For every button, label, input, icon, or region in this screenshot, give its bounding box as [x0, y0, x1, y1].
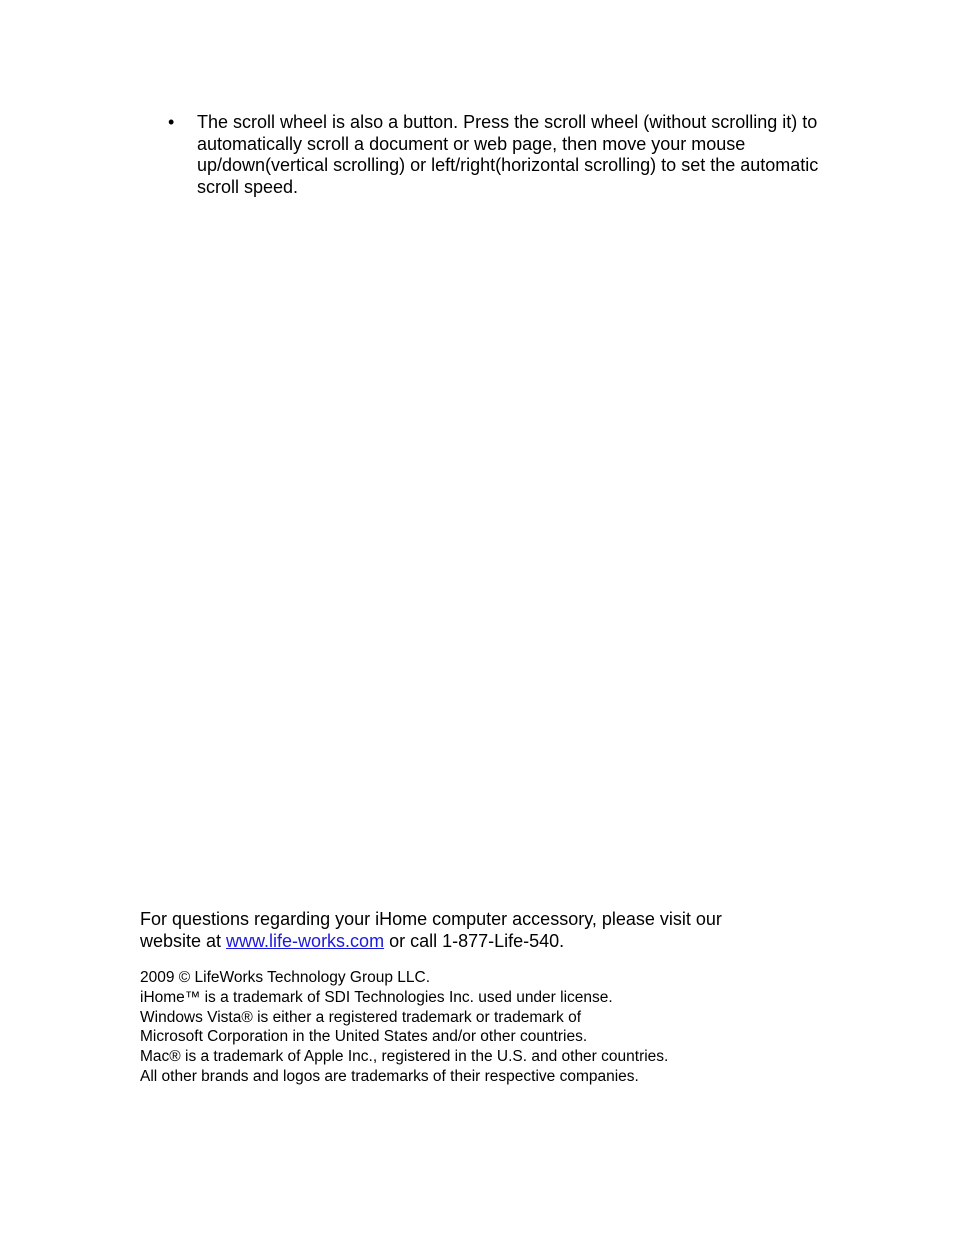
legal-line-copyright: 2009 © LifeWorks Technology Group LLC.	[140, 969, 431, 986]
scroll-wheel-bullet-item	[168, 112, 828, 198]
support-line-1: For questions regarding your iHome computer accessory, please visit our	[140, 909, 722, 929]
legal-line-mac: Mac® is a trademark of Apple Inc., registered in the U.S. and other countries.	[140, 1048, 669, 1066]
bullet-glyph: •	[168, 112, 175, 132]
legal-line-ihome: iHome™ is a trademark of SDI Technologies Inc. used under license.	[140, 988, 613, 1006]
legal-line-microsoft: Microsoft Corporation in the United States and/or other countries.	[140, 1028, 588, 1046]
bullet-text: The scroll wheel is also a button. Press the scroll wheel (without scrolling it) to automatically scroll a document or web page, then move your mouse up/down(vertical scrolling) or left/right(horizontal scrolling) to set the automatic scroll speed.	[197, 112, 819, 197]
legal-line-other: All other brands and logos are trademarks of their respective companies.	[140, 1067, 639, 1085]
support-info	[140, 908, 840, 952]
website-link[interactable]: www.life-works.com	[226, 931, 385, 951]
support-prefix: website at	[140, 931, 227, 951]
legal-line-windows: Windows Vista® is either a registered trademark or trademark of	[140, 1008, 582, 1026]
legal-notice	[140, 968, 860, 1087]
support-suffix: or call 1-877-Life-540.	[384, 931, 565, 951]
support-line-2	[140, 930, 840, 952]
